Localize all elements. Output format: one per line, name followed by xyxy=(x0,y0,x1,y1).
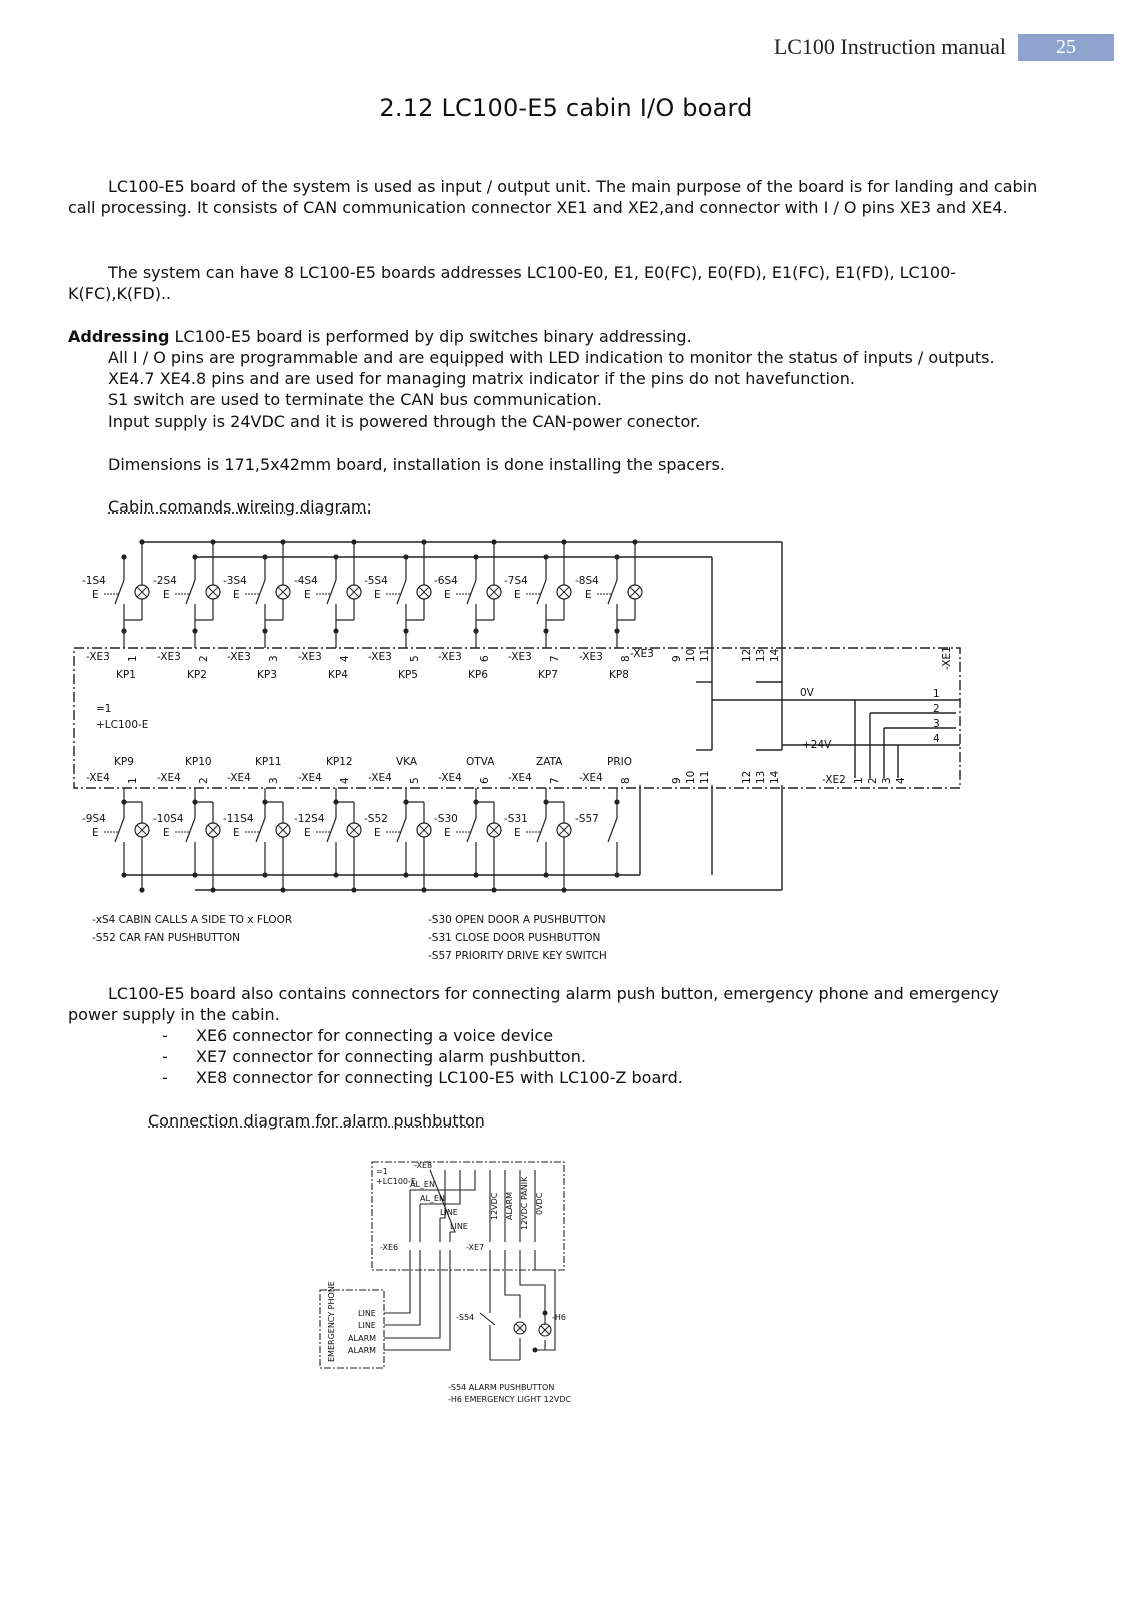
xe1-label: -XE1 xyxy=(941,646,953,670)
top-lamp-7 xyxy=(557,585,571,599)
top-pin-label-4: -XE3 xyxy=(298,651,322,663)
top-lamp-1 xyxy=(135,585,149,599)
top-switch-label-4: -4S4 xyxy=(294,575,318,587)
d2-12vdc: 12VDC xyxy=(490,1192,499,1220)
top-pin-number-8: 8 xyxy=(620,655,632,662)
xe2-pin-4: 4 xyxy=(895,777,907,784)
bottom-switch-label-1: -9S4 xyxy=(82,813,106,825)
bottom-switch-label-2: -10S4 xyxy=(153,813,184,825)
top-pin-label-3: -XE3 xyxy=(227,651,251,663)
top-kp-label-4: KP4 xyxy=(328,669,348,681)
xe1-pin-4: 4 xyxy=(933,733,940,745)
bottom-func-label-8: PRIO xyxy=(607,756,632,768)
top-lamp-2 xyxy=(206,585,220,599)
board-name: +LC100-E xyxy=(96,719,149,731)
d2-board: +LC100-E xyxy=(376,1177,416,1186)
switch-e-mark: E xyxy=(374,589,381,601)
d2-phone-line-2: LINE xyxy=(358,1321,376,1330)
switch-e-mark: E xyxy=(92,589,99,601)
bottom-pin-label-4: -XE4 xyxy=(298,772,322,784)
xe4-line: XE4.7 XE4.8 pins and are used for managing matrix indicator if the pins do not havefunction. xyxy=(108,369,855,388)
switch-e-mark: E xyxy=(585,589,592,601)
top-lamp-3 xyxy=(276,585,290,599)
bottom-lamp-6 xyxy=(487,823,501,837)
bottom-pin-label-3: -XE4 xyxy=(227,772,251,784)
d2-alarm: ALARM xyxy=(505,1191,514,1220)
d2-0vdc: 0VDC xyxy=(535,1192,544,1215)
diagram1-legend xyxy=(92,914,607,962)
bottom-pin-label-7: -XE4 xyxy=(508,772,532,784)
d2-ref: =1 xyxy=(376,1167,388,1176)
top-lamp-6 xyxy=(487,585,501,599)
bottom-lamp-3 xyxy=(276,823,290,837)
top-switch-label-6: -6S4 xyxy=(434,575,458,587)
switch-e-mark: E xyxy=(374,827,381,839)
zero-volt-label: 0V xyxy=(800,687,814,699)
bottom-pin-number-6: 6 xyxy=(479,777,491,784)
switch-e-mark: E xyxy=(233,827,240,839)
switch-e-mark: E xyxy=(514,827,521,839)
top-pin-number-2: 2 xyxy=(198,655,210,662)
diagram2-title: Connection diagram for alarm pushbutton xyxy=(148,1111,485,1130)
legend-right-2: -S31 CLOSE DOOR PUSHBUTTON xyxy=(428,932,601,944)
top-pin-label-2: -XE3 xyxy=(157,651,181,663)
xe1-pin-2: 2 xyxy=(933,703,940,715)
addressing-text: LC100-E5 board is performed by dip switches binary addressing. xyxy=(169,327,692,346)
bottom-func-label-4: KP12 xyxy=(326,756,353,768)
bottom-pin-number-1: 1 xyxy=(127,777,139,784)
addressing-paragraph xyxy=(68,326,1044,347)
bottom-lamp-2 xyxy=(206,823,220,837)
cabin-commands-wiring-diagram xyxy=(0,530,1132,970)
switch-e-mark: E xyxy=(163,589,170,601)
top-pin-label-7: -XE3 xyxy=(508,651,532,663)
bottom-pin-label-2: -XE4 xyxy=(157,772,181,784)
bottom-pin-number-7: 7 xyxy=(549,777,561,784)
bottom-func-label-1: KP9 xyxy=(114,756,134,768)
bottom-pin-number-3: 3 xyxy=(268,777,280,784)
d2-al-en-1: AL_EN xyxy=(410,1180,435,1189)
top-extra-pin-10: 10 xyxy=(685,648,697,662)
d2-xe7: -XE7 xyxy=(466,1243,485,1252)
io-line: All I / O pins are programmable and are equipped with LED indication to monitor the status of inputs / outputs. xyxy=(108,348,995,367)
xe3-extra-label: -XE3 xyxy=(630,648,654,660)
bottom-func-label-2: KP10 xyxy=(185,756,212,768)
bullet-text-1: XE6 connector for connecting a voice device xyxy=(196,1026,554,1045)
page-number: 25 xyxy=(1018,34,1114,61)
legend-left-1: -xS4 CABIN CALLS A SIDE TO x FLOOR xyxy=(92,914,293,926)
switch-e-mark: E xyxy=(163,827,170,839)
top-switch-group xyxy=(82,539,781,681)
bottom-pin-number-2: 2 xyxy=(198,777,210,784)
d2-legend-1: -S54 ALARM PUSHBUTTON xyxy=(448,1383,555,1392)
top-pin-number-5: 5 xyxy=(409,655,421,662)
d2-h6: -H6 xyxy=(552,1313,566,1322)
bottom-lamp-4 xyxy=(347,823,361,837)
bottom-switch-label-5: -S52 xyxy=(364,813,388,825)
switch-e-mark: E xyxy=(514,589,521,601)
bottom-pin-label-8: -XE4 xyxy=(579,772,603,784)
section-title: 2.12 LC100-E5 cabin I/O board xyxy=(379,94,753,122)
d2-phone-alarm-2: ALARM xyxy=(348,1346,377,1355)
top-pin-number-7: 7 xyxy=(549,655,561,662)
switch-e-mark: E xyxy=(444,589,451,601)
top-kp-label-2: KP2 xyxy=(187,669,207,681)
bottom-pin-label-5: -XE4 xyxy=(368,772,392,784)
xe2-label: -XE2 xyxy=(822,774,846,786)
bullet-text-3: XE8 connector for connecting LC100-E5 with LC100-Z board. xyxy=(196,1068,683,1087)
top-kp-label-6: KP6 xyxy=(468,669,488,681)
xe1-pin-1: 1 xyxy=(933,688,940,700)
d2-line-2: LINE xyxy=(450,1222,468,1231)
top-switch-label-7: -7S4 xyxy=(504,575,528,587)
d2-emergency-phone: EMERGENCY PHONE xyxy=(327,1281,336,1362)
bottom-extra-pin-12: 12 xyxy=(741,770,753,784)
bottom-func-label-3: KP11 xyxy=(255,756,282,768)
legend-right-1: -S30 OPEN DOOR A PUSHBUTTON xyxy=(428,914,606,926)
bottom-extra-pin-9: 9 xyxy=(671,777,683,784)
bottom-pin-number-4: 4 xyxy=(339,777,351,784)
bullet-text-2: XE7 connector for connecting alarm pushbutton. xyxy=(196,1047,586,1066)
d2-xe8: -XE8 xyxy=(414,1161,433,1170)
top-switch-label-2: -2S4 xyxy=(153,575,177,587)
bottom-extra-pin-11: 11 xyxy=(699,770,711,784)
bottom-pin-number-5: 5 xyxy=(409,777,421,784)
d2-line-1: LINE xyxy=(440,1208,458,1217)
top-extra-pin-9: 9 xyxy=(671,655,683,662)
d2-s54: -S54 xyxy=(456,1313,475,1322)
top-extra-pin-11: 11 xyxy=(699,648,711,662)
top-kp-label-1: KP1 xyxy=(116,669,136,681)
bottom-lamp-7 xyxy=(557,823,571,837)
dimensions-line: Dimensions is 171,5x42mm board, installation is done installing the spacers. xyxy=(108,455,725,474)
s1-line: S1 switch are used to terminate the CAN bus communication. xyxy=(108,390,602,409)
top-switch-label-1: -1S4 xyxy=(82,575,106,587)
bullet-item-3: - XE8 connector for connecting LC100-E5 with LC100-Z board. xyxy=(162,1068,683,1087)
running-header: LC100 Instruction manual xyxy=(773,34,1006,59)
top-lamp-8 xyxy=(628,585,642,599)
top-lamp-4 xyxy=(347,585,361,599)
top-lamp-5 xyxy=(417,585,431,599)
top-pin-number-6: 6 xyxy=(479,655,491,662)
xe2-pin-1: 1 xyxy=(853,777,865,784)
top-kp-label-5: KP5 xyxy=(398,669,418,681)
bottom-extra-pin-13: 13 xyxy=(755,770,767,784)
legend-right-3: -S57 PRIORITY DRIVE KEY SWITCH xyxy=(428,950,607,962)
bottom-switch-8 xyxy=(608,818,617,842)
top-pin-number-1: 1 xyxy=(127,655,139,662)
bottom-func-label-5: VKA xyxy=(396,756,418,768)
bottom-lamp-1 xyxy=(135,823,149,837)
diagram1-title: Cabin comands wireing diagram: xyxy=(108,497,372,516)
intro-paragraph: LC100-E5 board of the system is used as input / output unit. The main purpose of the board is for landing and cabin call processing. It consists of CAN communication connector XE1 and XE2,and connector with I / O pins XE3 and XE4. xyxy=(68,177,1038,217)
bottom-pin-number-8: 8 xyxy=(620,777,632,784)
d2-legend-2: -H6 EMERGENCY LIGHT 12VDC xyxy=(448,1395,572,1404)
bottom-switch-group xyxy=(82,756,907,893)
d2-al-en-2: AL_EN xyxy=(420,1194,445,1203)
top-switch-label-8: -8S4 xyxy=(575,575,599,587)
bottom-switch-label-8: -S57 xyxy=(575,813,599,825)
board-ref: =1 xyxy=(96,703,112,715)
top-pin-label-8: -XE3 xyxy=(579,651,603,663)
d2-phone-alarm-1: ALARM xyxy=(348,1334,377,1343)
bullet-item-1: - XE6 connector for connecting a voice device xyxy=(162,1026,554,1045)
bullet-item-2: - XE7 connector for connecting alarm pushbutton. xyxy=(162,1047,586,1066)
xe2-pin-2: 2 xyxy=(867,777,879,784)
bottom-func-label-6: OTVA xyxy=(466,756,495,768)
plus24-label: +24V xyxy=(802,739,832,751)
d2-12vdc-panik: 12VDC PANIK xyxy=(520,1176,529,1230)
bottom-extra-pin-10: 10 xyxy=(685,770,697,784)
xe2-pin-3: 3 xyxy=(881,777,893,784)
bottom-pin-label-6: -XE4 xyxy=(438,772,462,784)
bottom-pin-label-1: -XE4 xyxy=(86,772,110,784)
top-kp-label-8: KP8 xyxy=(609,669,629,681)
top-pin-label-5: -XE3 xyxy=(368,651,392,663)
top-switch-label-5: -5S4 xyxy=(364,575,388,587)
switch-e-mark: E xyxy=(444,827,451,839)
alarm-pushbutton-diagram xyxy=(0,1150,1132,1430)
top-pin-label-1: -XE3 xyxy=(86,651,110,663)
top-kp-label-3: KP3 xyxy=(257,669,277,681)
legend-left-2: -S52 CAR FAN PUSHBUTTON xyxy=(92,932,240,944)
d2-xe6: -XE6 xyxy=(380,1243,399,1252)
addressing-bold: Addressing xyxy=(68,327,170,346)
bottom-func-label-7: ZATA xyxy=(536,756,563,768)
board-labels xyxy=(96,646,953,786)
switch-e-mark: E xyxy=(92,827,99,839)
bottom-switch-label-7: -S31 xyxy=(504,813,528,825)
bottom-extra-pin-14: 14 xyxy=(769,770,781,784)
top-pin-label-6: -XE3 xyxy=(438,651,462,663)
switch-e-mark: E xyxy=(304,589,311,601)
alarm-paragraph: LC100-E5 board also contains connectors for connecting alarm push button, emergency phone and emergency power supply in the cabin. xyxy=(68,984,999,1024)
top-extra-pin-13: 13 xyxy=(755,648,767,662)
top-extra-pin-14: 14 xyxy=(769,648,781,662)
d2-phone-line-1: LINE xyxy=(358,1309,376,1318)
switch-e-mark: E xyxy=(304,827,311,839)
bottom-switch-label-4: -12S4 xyxy=(294,813,325,825)
top-extra-pin-12: 12 xyxy=(741,648,753,662)
addresses-paragraph: The system can have 8 LC100-E5 boards addresses LC100-E0, E1, E0(FC), E0(FD), E1(FC), E1(FD), LC100-K(FC),K(FD).. xyxy=(68,263,957,303)
top-pin-number-3: 3 xyxy=(268,655,280,662)
bottom-switch-label-3: -11S4 xyxy=(223,813,254,825)
supply-line: Input supply is 24VDC and it is powered through the CAN-power conector. xyxy=(108,412,701,431)
top-pin-number-4: 4 xyxy=(339,655,351,662)
switch-e-mark: E xyxy=(233,589,240,601)
xe1-pin-3: 3 xyxy=(933,718,940,730)
bottom-lamp-5 xyxy=(417,823,431,837)
bottom-switch-label-6: -S30 xyxy=(434,813,458,825)
top-switch-label-3: -3S4 xyxy=(223,575,247,587)
top-kp-label-7: KP7 xyxy=(538,669,558,681)
